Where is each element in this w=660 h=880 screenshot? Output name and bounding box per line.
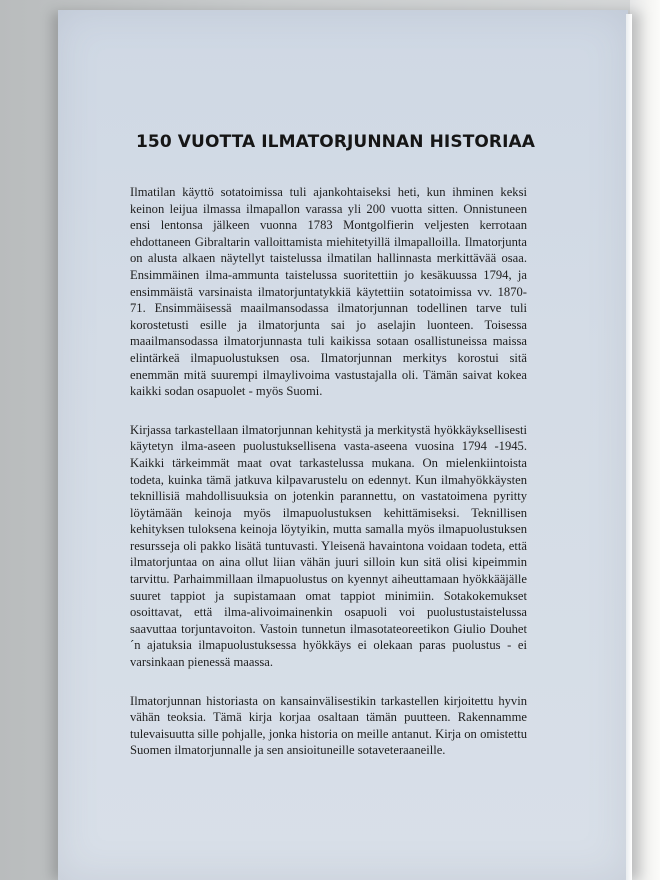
blurb-paragraph-1: Ilmatilan käyttö sotatoimissa tuli ajankohtaiseksi heti, kun ihminen keksi keinon leijua ilmassa ilmapallon varassa yli 200 vuotta sitten. Onnistuneen ensi lentonsa jälkeen vuonna 1783 Montgolfierin veljesten kerrotaan ehdottaneen Gibraltarin valloittamista miehitetyillä ilmapalloilla. Ilmatorjunta on alusta alkaen näytellyt taistelussa ilmatilan hallinnasta merkittävää osaa. Ensimmäinen ilma-ammunta taistelussa suoritettiin jo kesäkuussa 1794, ja ensimmäistä varsinaista ilmatorjuntatykkiä käytettiin sotatoimissa vv. 1870-71. Ensimmäisessä maailmansodassa ilmatorjunnan todellinen tarve tuli korostetusti esille ja ilmatorjunta sai jo aselajin luonteen. Toisessa maailmansodassa ilmatorjunnasta tuli kaikissa sotaan osallistuneissa maissa elintärkeä ilmapuolustuksen osa. Ilmatorjunnan merkitys korostui sitä enemmän mitä suurempi ilmaylivoima vastustajalla oli. Tämän saivat kokea kaikki sodan osapuolet - myös Suomi. <box>130 185 527 399</box>
blurb-text <box>130 184 527 759</box>
book-title: 150 VUOTTA ILMATORJUNNAN HISTORIAA <box>136 132 536 152</box>
blurb-paragraph-2: Kirjassa tarkastellaan ilmatorjunnan kehitystä ja merkitystä hyökkäyksellisesti käytetyn ilma-aseen puolustuksellisena vasta-aseena vuosina 1794 -1945. Kaikki tärkeimmät maat ovat tarkastelussa mukana. On mielenkiintoista todeta, kuinka tämä jatkuva kilpavarustelu on edennyt. Kun ilmahyökkäysten teknillisiä mahdollisuuksia on jotenkin parannettu, on vastatoimena pyritty löytämään keinoja myös ilmapuolustuksen kehittämiseksi. Teknillisen kehityksen tuloksena keinoja löytyikin, mutta samalla myös ilmapuolustuksen resursseja oli pakko lisätä tuntuvasti. Yleisenä havaintona voidaan todeta, että ilmatorjuntaa on aina ollut liian vähän juuri silloin kun sitä olisi kipeimmin tarvittu. Parhaimmillaan ilmapuolustus on kyennyt aiheuttamaan hyökkääjälle suuret tappiot ja supistamaan omat tappiot minimiin. Sotakokemukset osoittavat, että ilma-alivoimainenkin osapuoli voi puolustustaistelussa saavuttaa torjuntavoiton. Vastoin tunnetun ilmasotateoreetikon Giulio Douhet´n ajatuksia ilmapuolustuksessa hyökkäys ei olekaan paras puolustus - ei varsinkaan pienessä maassa. <box>130 422 527 670</box>
book-page-edge <box>626 14 632 880</box>
blurb-paragraph-3: Ilmatorjunnan historiasta on kansainvälisestikin tarkastellen kirjoitettu hyvin vähän teoksia. Tämä kirja korjaa osaltaan tämän puutteen. Rakennamme tulevaisuutta sille pohjalle, jonka historia on meille antanut. Kirja on omistettu Suomen ilmatorjunnalle ja sen ansioituneille sotaveteraaneille. <box>130 693 527 758</box>
